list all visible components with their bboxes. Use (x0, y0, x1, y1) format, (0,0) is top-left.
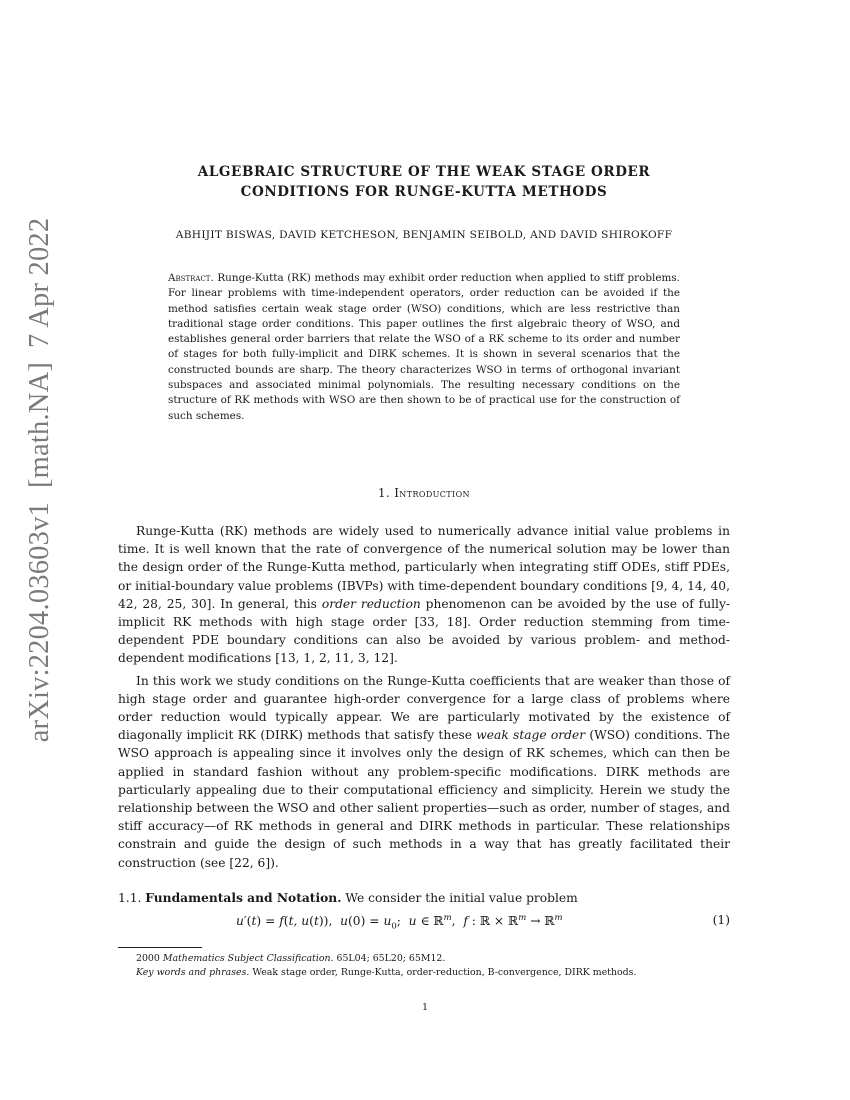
arxiv-identifier-stamp (24, 218, 56, 743)
intro-paragraph-1-end: phenomenon can be avoided by the use of fully-implicit RK methods with high stage order [33, 18]. Order reduction stemming from time-dependent PDE boundary conditions can also be avoided by various problem- and method-dependent modifications [13, 1, 2, 11, 3, 12]. (118, 596, 731, 666)
intro-paragraph-2-start: In this work we study conditions on the Runge-Kutta coefficients that are weaker than those of high stage order and guarantee high-order convergence for a large class of problems where order reduction would typically appear. We are particularly motivated by the existence of diagonally implicit RK (DIRK) methods that satisfy these (118, 673, 730, 743)
classification-label: Mathematics Subject Classification. (162, 953, 334, 965)
paper-title (118, 162, 730, 202)
paper-page (118, 162, 730, 980)
page-number: 1 (421, 1002, 429, 1013)
subsection-text: We consider the initial value problem (345, 890, 578, 905)
section-heading-introduction (118, 486, 730, 500)
keywords-text: Weak stage order, Runge-Kutta, order-reduction, B-convergence, DIRK methods. (252, 967, 637, 979)
equation-number: (1) (712, 913, 730, 928)
intro-paragraph-2 (118, 672, 730, 872)
subsection-title: Fundamentals and Notation. (145, 889, 342, 905)
emphasis-weak-stage-order: weak stage order (476, 728, 586, 743)
emphasis-order-reduction: order reduction (321, 596, 421, 611)
section-title: Introduction (394, 485, 470, 500)
author-list: ABHIJIT BISWAS, DAVID KETCHESON, BENJAMIN SEIBOLD, AND DAVID SHIROKOFF (175, 229, 673, 241)
intro-paragraph-1 (118, 522, 730, 668)
section-number: 1. (378, 485, 391, 500)
footnote-rule (118, 947, 202, 948)
arxiv-id: arXiv:2204.03603v1 (24, 502, 55, 743)
arxiv-category: [math.NA] (24, 361, 55, 489)
intro-paragraph-2-end: (WSO) conditions. The WSO approach is appealing since it involves only the design of RK schemes, which can then be applied in standard fashion without any problem-specific modifications. DIRK methods are particularly appealing due to their computational efficiency and simplicity. Herein we study the relationship between the WSO and other salient properties—such as order, number of stages, and stiff accuracy—of RK methods in general and DIRK methods in particular. These relationships constrain and guide the design of such methods in a way that has greatly facilitated their construction (see [22, 6]). (118, 728, 730, 870)
keywords-label: Key words and phrases. (136, 967, 250, 979)
intro-paragraph-1-start: Runge-Kutta (RK) methods are widely used to numerically advance initial value problems in time. It is well known that the rate of convergence of the numerical solution may be lower than the design order of the Runge-Kutta method, particularly when integrating stiff ODEs, stiff PDEs, or initial-boundary value problems (IBVPs) with time-dependent boundary conditions [9, 4, 14, 40, 42, 28, 25, 30]. In general, this (118, 523, 730, 611)
abstract (168, 271, 680, 424)
classification-year: 2000 (136, 953, 160, 965)
equation-body: u′(t) = f(t, u(t)), $u(0) = u_0$; u ∈ ℝ$^m$, f : ℝ × ℝ$^m$ → ℝ$^m$ (236, 913, 563, 932)
title-line-2: CONDITIONS FOR RUNGE-KUTTA METHODS (240, 184, 608, 200)
equation-1 (118, 913, 730, 937)
footnote-classification (118, 952, 730, 966)
arxiv-date: 7 Apr 2022 (24, 217, 55, 348)
abstract-label: Abstract. (168, 272, 214, 284)
title-line-1: ALGEBRAIC STRUCTURE OF THE WEAK STAGE ORDER (197, 164, 651, 180)
subsection-fundamentals (118, 889, 730, 907)
subsection-number: 1.1. (118, 890, 142, 905)
classification-codes: 65L04; 65L20; 65M12. (336, 953, 446, 965)
footnote-keywords (118, 966, 730, 980)
abstract-text: Runge-Kutta (RK) methods may exhibit order reduction when applied to stiff problems. For linear problems with time-independent operators, order reduction can be avoided if the method satisfies certain weak stage order (WSO) conditions, which are less restrictive than traditional stage order conditions. This paper outlines the first algebraic theory of WSO, and establishes general order barriers that relate the WSO of a RK scheme to its order and number of stages for both fully-implicit and DIRK schemes. It is shown in several scenarios that the constructed bounds are sharp. The theory characterizes WSO in terms of orthogonal invariant subspaces and associated minimal polynomials. The resulting necessary conditions on the structure of RK methods with WSO are then shown to be of practical use for the construction of such schemes. (168, 272, 680, 422)
